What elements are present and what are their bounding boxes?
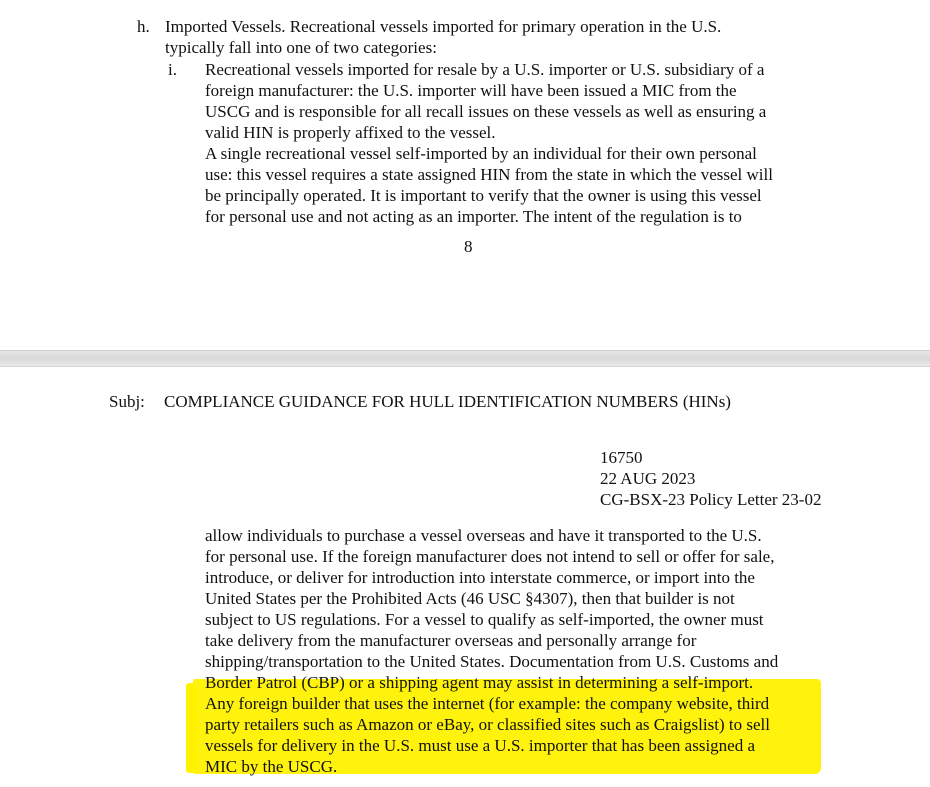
text-line: valid HIN is properly affixed to the vessel.	[205, 123, 496, 142]
paragraph-self-imported-vessel	[205, 143, 773, 227]
page-separator	[0, 350, 930, 367]
text-line: use: this vessel requires a state assigned HIN from the state in which the vessel will	[205, 165, 773, 184]
text-line: for personal use and not acting as an importer. The intent of the regulation is to	[205, 207, 742, 226]
text-line: subject to US regulations. For a vessel to qualify as self-imported, the owner must	[205, 610, 764, 629]
text-line: USCG and is responsible for all recall issues on these vessels as well as ensuring a	[205, 102, 767, 121]
text-line: foreign manufacturer: the U.S. importer will have been issued a MIC from the	[205, 81, 737, 100]
highlighted-text-line: MIC by the USCG.	[205, 757, 338, 776]
text-line: Border Patrol (CBP) or a shipping agent may assist in determining a self-import.	[205, 673, 754, 692]
list-marker-i: i.	[168, 60, 177, 79]
text-line: for personal use. If the foreign manufacturer does not intend to sell or offer for sale,	[205, 547, 775, 566]
reference-date: 22 AUG 2023	[600, 469, 696, 488]
text-line: Recreational vessels imported for resale by a U.S. importer or U.S. subsidiary of a	[205, 60, 765, 79]
highlighted-text-line: vessels for delivery in the U.S. must use a U.S. importer that has been assigned a	[205, 736, 756, 755]
list-marker-h: h.	[137, 17, 150, 36]
text-line: allow individuals to purchase a vessel overseas and have it transported to the U.S.	[205, 526, 762, 545]
document-page-bottom	[0, 367, 930, 787]
text-line: introduce, or deliver for introduction into interstate commerce, or import into the	[205, 568, 755, 587]
document-reference-block	[600, 447, 821, 510]
page-number: 8	[464, 237, 473, 256]
text-line: take delivery from the manufacturer overseas and personally arrange for	[205, 631, 697, 650]
text-line: typically fall into one of two categories:	[165, 38, 437, 57]
text-line: shipping/transportation to the United States. Documentation from U.S. Customs and	[205, 652, 779, 671]
paragraph-continued	[205, 525, 778, 777]
text-line: Imported Vessels. Recreational vessels imported for primary operation in the U.S.	[165, 17, 722, 36]
text-line: United States per the Prohibited Acts (46 USC §4307), then that builder is not	[205, 589, 735, 608]
document-page-top	[0, 0, 930, 350]
text-line: be principally operated. It is important to verify that the owner is using this vessel	[205, 186, 762, 205]
reference-number: 16750	[600, 448, 643, 467]
policy-letter-id: CG-BSX-23 Policy Letter 23-02	[600, 490, 822, 509]
highlighted-text-line: Any foreign builder that uses the internet (for example: the company website, third	[205, 694, 770, 713]
text-line: A single recreational vessel self-imported by an individual for their own personal	[205, 144, 757, 163]
paragraph-resale-vessels	[205, 59, 766, 143]
highlighted-text-line: party retailers such as Amazon or eBay, or classified sites such as Craigslist) to sell	[205, 715, 770, 734]
paragraph-imported-vessels	[165, 16, 721, 58]
subject-label: Subj:	[109, 392, 145, 411]
subject-text: COMPLIANCE GUIDANCE FOR HULL IDENTIFICATION NUMBERS (HINs)	[164, 392, 731, 411]
